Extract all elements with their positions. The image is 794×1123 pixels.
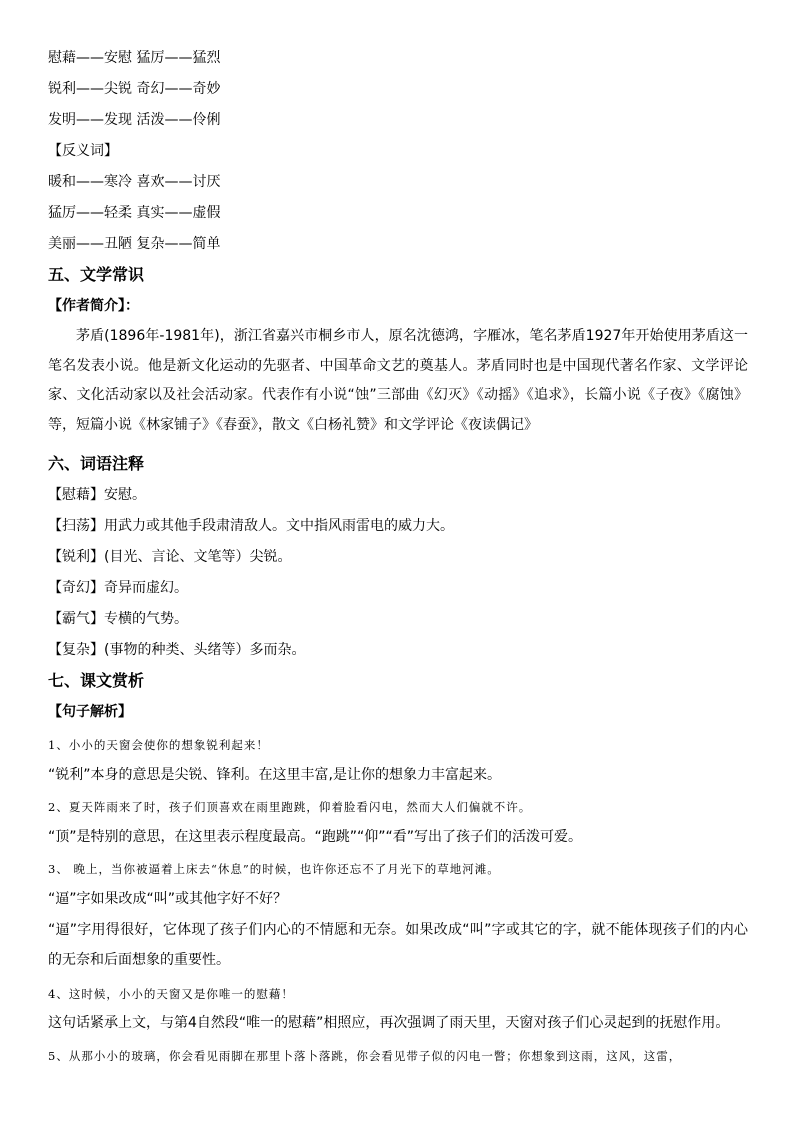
section-heading: 七、课文赏析 <box>48 671 145 690</box>
analysis-text: “顶”是特别的意思，在这里表示程度最高。“跑跳”“仰”“看”写出了孩子们的活泼可爱。 <box>48 829 583 845</box>
antonym-line: 猛厉——轻柔 真实——虚假 <box>48 205 221 221</box>
synonym-line: 慰藉——安慰 猛厉——猛烈 <box>48 50 221 66</box>
question-text: “逼”字如果改成“叫”或其他字好不好？ <box>48 891 288 907</box>
gloss-item: 【锐利】(目光、言论、文笔等）尖锐。 <box>48 549 292 565</box>
gloss-item: 【扫荡】用武力或其他手段肃清敌人。文中指风雨雷电的威力大。 <box>48 518 454 534</box>
author-intro-text: 茅盾(1896年-1981年)，浙江省嘉兴市桐乡市人，原名沈德鸿，字雁冰，笔名茅盾1927年开始使用茅盾这一笔名发表小说。他是新文化运动的先驱者、中国革命文艺的奠基人。茅盾同时也是中国现代著名作家、文学评论家、文化活动家以及社会活动家。代表作有小说“蚀”三部曲《幻灭》《动摇》《追求》，长篇小说《子夜》《腐蚀》等，短篇小说《林家铺子》《春蚕》，散文《白杨礼赞》和文学评论《夜读偶记》 <box>48 328 748 433</box>
gloss-item: 【霸气】专横的气势。 <box>48 611 188 627</box>
synonym-line: 锐利——尖锐 奇幻——奇妙 <box>48 81 221 97</box>
quoted-sentence: 3、 晚上，当你被逼着上床去“休息”的时候，也许你还忘不了月光下的草地河滩。 <box>48 862 500 876</box>
quoted-sentence: 5、从那小小的玻璃，你会看见雨脚在那里卜落卜落跳，你会看见带子似的闪电一瞥；你想象到这雨，这风，这雷， <box>48 1049 682 1063</box>
section-heading: 六、词语注释 <box>48 454 145 473</box>
gloss-item: 【奇幻】奇异而虚幻。 <box>48 580 188 596</box>
quoted-sentence: 4、这时候，小小的天窗又是你唯一的慰藉！ <box>48 987 294 1001</box>
analysis-text: “逼”字用得很好，它体现了孩子们内心的不情愿和无奈。如果改成“叫”字或其它的字，就不能体现孩子们的内心的无奈和后面想象的重要性。 <box>48 922 748 968</box>
quoted-sentence: 1、小小的天窗会使你的想象锐利起来！ <box>48 738 269 752</box>
gloss-item: 【复杂】(事物的种类、头绪等）多而杂。 <box>48 642 306 658</box>
analysis-paragraph <box>48 916 748 975</box>
gloss-item: 【慰藉】安慰。 <box>48 487 146 503</box>
subsection-heading: 【作者简介】： <box>48 298 139 314</box>
analysis-text: “锐利”本身的意思是尖锐、锋利。在这里丰富,是让你的想象力丰富起来。 <box>48 767 501 783</box>
author-intro-paragraph <box>48 322 748 440</box>
section-heading: 五、文学常识 <box>48 265 145 284</box>
synonym-line: 发明——发现 活泼——伶俐 <box>48 112 221 128</box>
quoted-sentence: 2、夏天阵雨来了时，孩子们顶喜欢在雨里跑跳，仰着脸看闪电，然而大人们偏就不许。 <box>48 800 532 814</box>
antonym-line: 暖和——寒冷 喜欢——讨厌 <box>48 174 221 190</box>
analysis-text: 这句话紧承上文，与第4自然段“唯一的慰藉”相照应，再次强调了雨天里，天窗对孩子们心灵起到的抚慰作用。 <box>48 1015 730 1031</box>
antonym-header: 【反义词】 <box>48 143 118 159</box>
subsection-heading: 【句子解析】 <box>48 704 132 720</box>
antonym-line: 美丽——丑陋 复杂——简单 <box>48 236 221 252</box>
